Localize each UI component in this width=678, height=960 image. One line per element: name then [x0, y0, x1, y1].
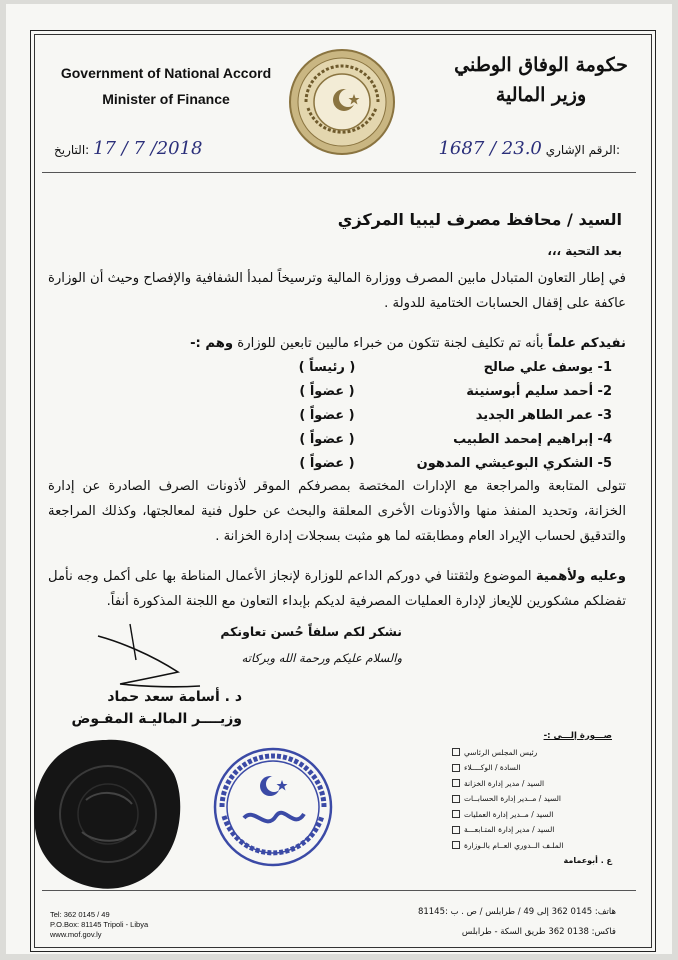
- date-field: [54, 138, 203, 159]
- cc-item-label: السيد / مدير إدارة المتـابعـــة: [464, 825, 555, 834]
- cc-item: [452, 838, 612, 854]
- member-row: [292, 451, 612, 475]
- member-name: 4- إبراهيم إمحمد الطبيب: [453, 431, 612, 447]
- cc-item-label: السادة / الوكــــلاء: [464, 763, 521, 772]
- committee-members-list: [292, 355, 612, 475]
- member-row: [292, 403, 612, 427]
- reference-value: 1687 / 23.0: [438, 138, 542, 159]
- cc-item: [452, 745, 612, 761]
- paragraph-tasks: تتولى المتابعة والمراجعة مع الإدارات المختصة بمصرفكم الموقر لأذونات الصرف الصادرة عن إدارة الخزانة، وتحديد المنفذ منها والأذونات الأخرى المعلقة والبحث عن حلول فنية لمعالجتها، وكذلك المراجعة والتدقيق لحساب الإيراد العام ومطابقته لما هو مثبت بسجلات إدارة الخزانة .: [48, 479, 626, 544]
- wax-seal: [28, 734, 184, 894]
- greeting: بعد التحية ،،،: [547, 244, 622, 258]
- footer-arabic: [418, 902, 616, 942]
- checkbox-icon: [452, 826, 460, 834]
- cc-item: [452, 791, 612, 807]
- letter-page: [6, 4, 672, 954]
- letterhead-english: [46, 60, 286, 112]
- letterhead-ar-line1: حكومة الوفاق الوطني: [454, 54, 628, 76]
- cc-item: [452, 822, 612, 838]
- addressee: السيد / محافظ مصرف ليبيا المركزي: [337, 210, 622, 229]
- request-lead: وعليه ولأهمية: [535, 569, 626, 584]
- cc-item-label: السيد / مــدير إدارة العمليات: [464, 809, 554, 819]
- ministry-emblem-seal: [288, 48, 396, 156]
- paragraph-request: [48, 564, 626, 614]
- checkbox-icon: [452, 795, 460, 803]
- member-role: ( عضواً ): [299, 383, 355, 399]
- paragraph-intro: في إطار التعاون المتبادل مابين المصرف ووزارة المالية وترسيخاً لمبدأ الشفافية والإفصاح وحيث أن الوزارة عاكفة على إقفال الحسابات الختامية للدولة .: [48, 271, 626, 311]
- date-value: 2018/ 7 / 17: [93, 138, 203, 159]
- footer-pobox: P.O.Box: 81145 Tripoli - Libya: [50, 920, 149, 929]
- checkbox-icon: [452, 841, 460, 849]
- cc-item: [452, 760, 612, 776]
- member-role: ( عضواً ): [299, 431, 355, 447]
- cc-item: [452, 807, 612, 823]
- cc-header: صـــورة إلـــى :-: [543, 731, 612, 741]
- checkbox-icon: [452, 748, 460, 756]
- committee-tail: وهم :-: [190, 336, 234, 351]
- checkbox-icon: [452, 764, 460, 772]
- member-row: [292, 427, 612, 451]
- footer-ar-phone: هاتف: 0145 362 إلى 49 / طرابلس / ص . ب :81145: [417, 907, 616, 917]
- cc-item-label: رئيس المجلس الرئاسي: [464, 747, 538, 757]
- thanks-line: نشكر لكم سلفاً حُسن تعاونكم: [220, 624, 402, 639]
- cc-item-label: السيد / مدير إدارة الخزانة: [464, 778, 545, 788]
- footer-divider: [42, 890, 636, 891]
- letterhead-arabic: [446, 50, 636, 110]
- footer-website: www.mof.gov.ly: [50, 930, 102, 939]
- letterhead-en-line2: Minister of Finance: [102, 91, 230, 107]
- date-label: :التاريخ: [54, 143, 90, 157]
- cc-list: [452, 729, 612, 869]
- reference-field: [438, 138, 620, 159]
- member-row: [292, 355, 612, 379]
- member-name: 1- يوسف علي صالح: [483, 359, 612, 375]
- letterhead-en-line1: Government of National Accord: [60, 65, 272, 81]
- footer-tel: Tel: 362 0145 / 49: [50, 910, 110, 919]
- checkbox-icon: [452, 810, 460, 818]
- letterhead-ar-line2: وزير المالية: [495, 84, 587, 106]
- member-name: 3- عمر الطاهر الجديد: [475, 407, 612, 423]
- closing-salutation: والسلام عليكم ورحمة الله وبركاته: [241, 651, 402, 665]
- footer-ar-fax: فاكس: 0138 362 طريق السكة - طرابلس: [461, 927, 616, 937]
- committee-lead: نفيدكم علماً: [547, 336, 626, 351]
- cc-footer: ع . أبوعمامة: [563, 856, 612, 865]
- member-role: ( عضواً ): [299, 455, 355, 471]
- member-role: ( عضواً ): [299, 407, 355, 423]
- paragraph-committee: [48, 331, 626, 356]
- ministry-ink-stamp: [210, 744, 336, 870]
- member-row: [292, 379, 612, 403]
- footer-english: [50, 910, 148, 940]
- signer-title: وزيــــر الماليـة المفـوض: [71, 711, 242, 727]
- request-text: الموضوع ولثقتنا في دوركم الداعم للوزارة لإنجاز الأعمال المناطة بها على أكمل وجه نأمل تفضلكم مشكورين للإيعاز لإدارة العمليات المصرفية لديكم بإبداء التعاون مع اللجنة المذكورة أنفاً.: [48, 569, 626, 609]
- committee-text: بأنه تم تكليف لجنة تتكون من خبراء ماليين تابعين للوزارة: [233, 336, 548, 351]
- cc-item-label: السيد / مــدير إدارة الحسابــات: [464, 794, 561, 803]
- signer-name: د . أسامة سعد حماد: [107, 689, 242, 705]
- member-name: 5- الشكري البوعيشي المدهون: [416, 455, 612, 471]
- header-divider: [42, 172, 636, 173]
- cc-item: [452, 776, 612, 792]
- reference-label: :الرقم الإشاري: [545, 143, 620, 157]
- member-name: 2- أحمد سليم أبوسنينة: [466, 383, 612, 399]
- cc-item-label: الملـف الــدوري العــام بالـوزارة: [464, 840, 564, 850]
- member-role: ( رئيساً ): [298, 359, 356, 375]
- signer-block: [72, 686, 242, 730]
- checkbox-icon: [452, 779, 460, 787]
